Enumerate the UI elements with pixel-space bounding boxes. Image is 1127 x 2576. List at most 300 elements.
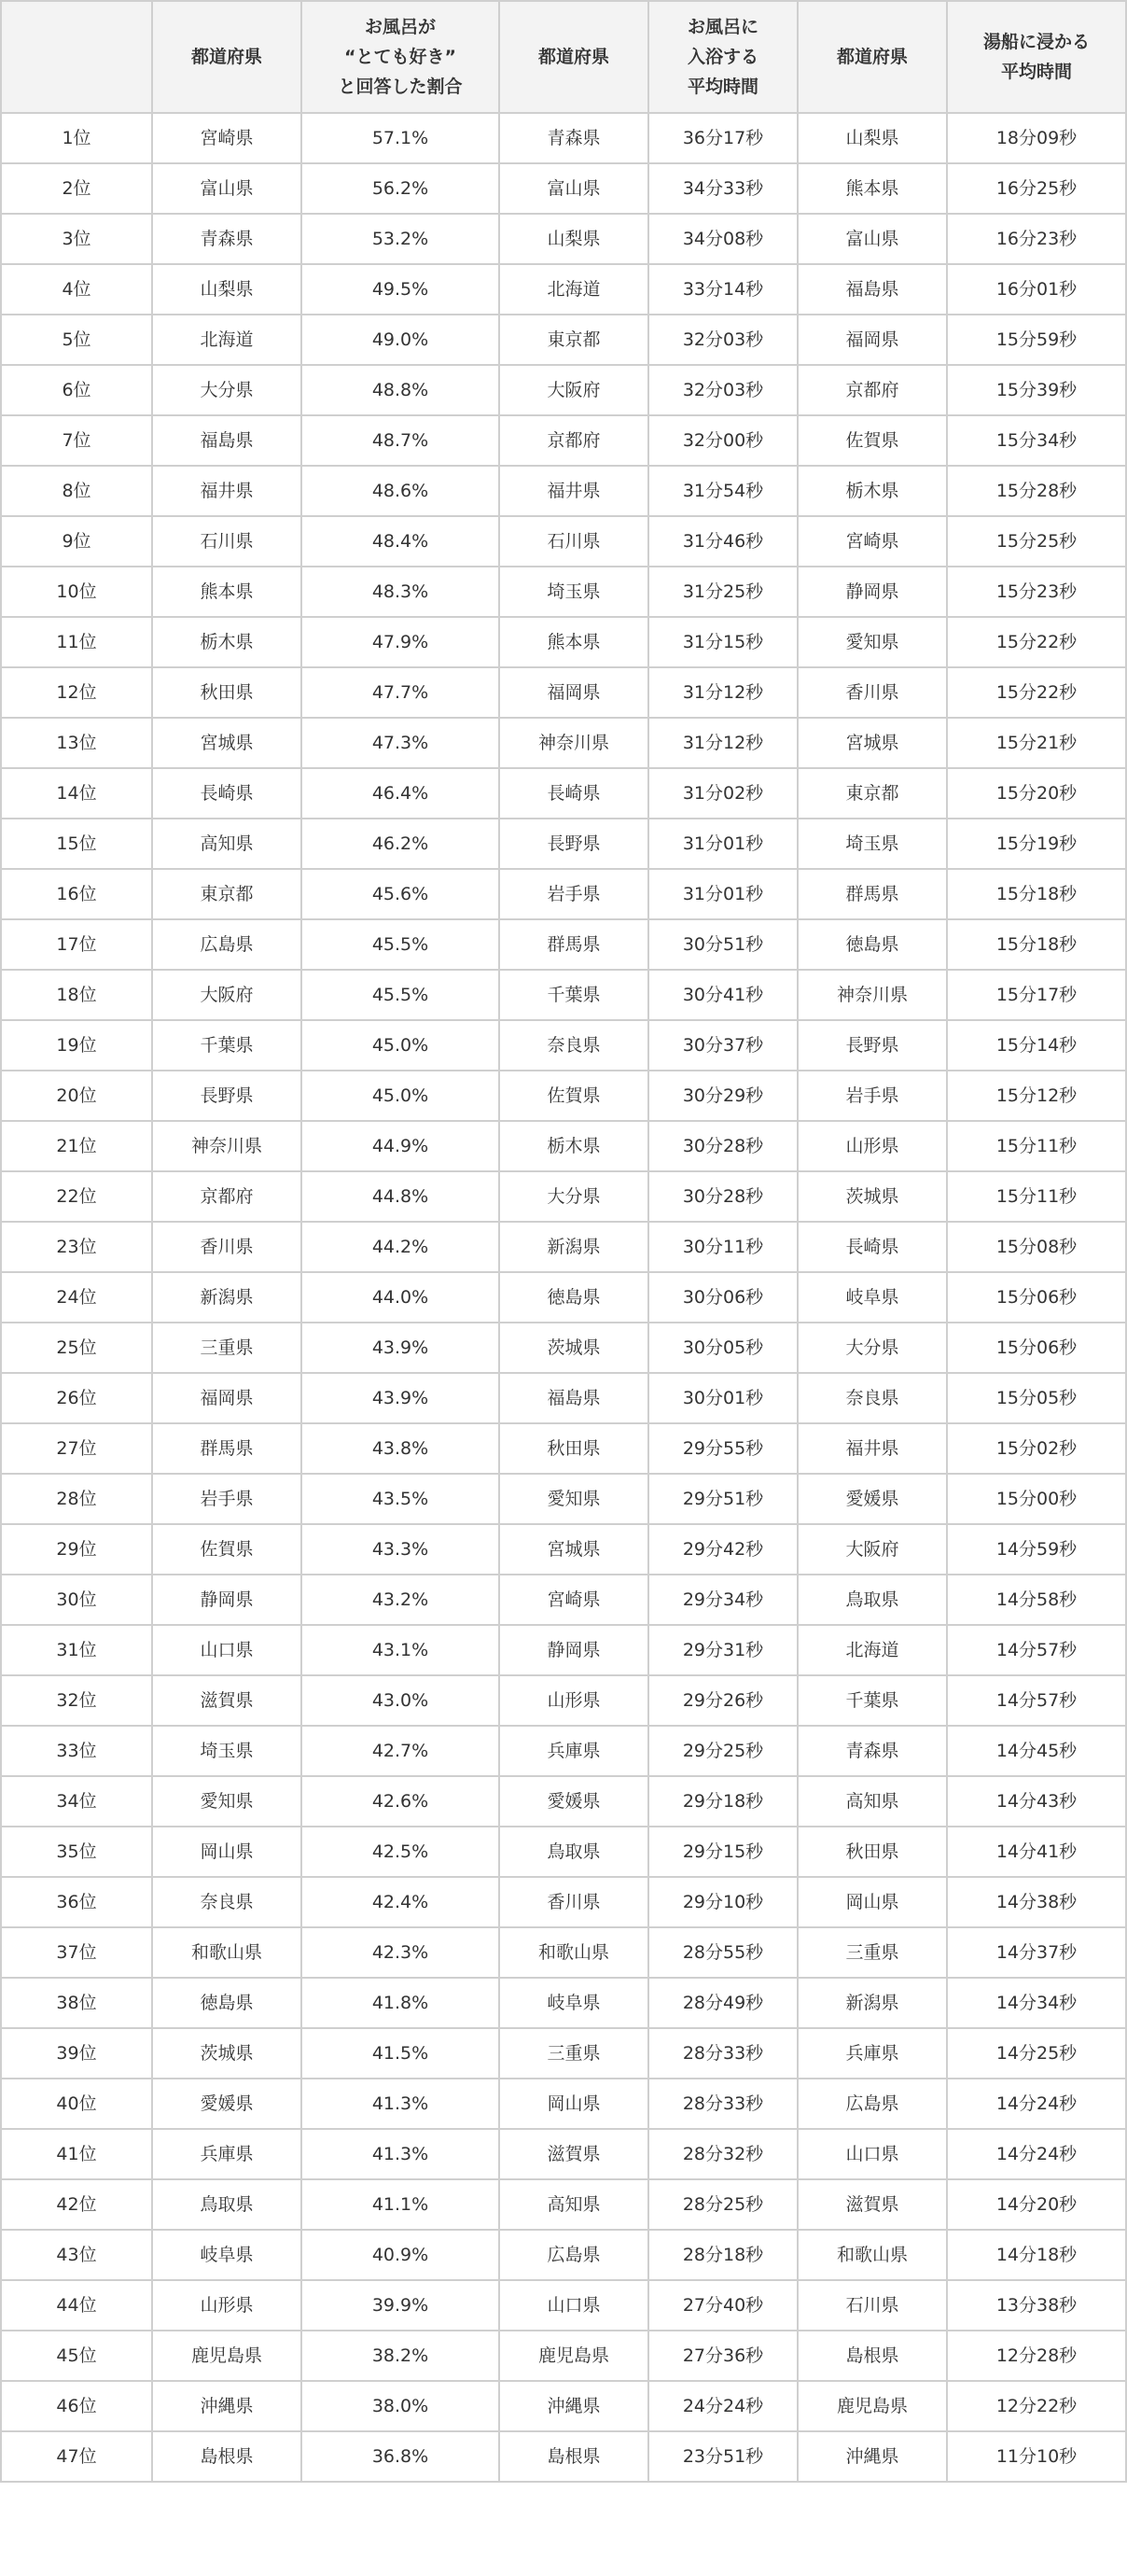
prefecture-cell: 神奈川県 — [798, 970, 947, 1020]
prefecture-cell: 大阪府 — [798, 1524, 947, 1575]
rank-cell: 29位 — [1, 1524, 152, 1575]
prefecture-cell: 千葉県 — [152, 1020, 301, 1071]
table-row — [1, 567, 1126, 617]
prefecture-cell: 福岡県 — [152, 1373, 301, 1423]
prefecture-cell: 北海道 — [499, 264, 648, 315]
table-row — [1, 415, 1126, 466]
prefecture-cell: 東京都 — [499, 315, 648, 365]
bath-love-ratio-header — [301, 1, 499, 113]
bath-time-cell: 27分36秒 — [648, 2331, 798, 2381]
rank-cell: 11位 — [1, 617, 152, 667]
prefecture-cell: 佐賀県 — [798, 415, 947, 466]
bath-time-cell: 29分25秒 — [648, 1726, 798, 1776]
prefecture-cell: 東京都 — [152, 869, 301, 919]
rank-cell: 39位 — [1, 2028, 152, 2079]
prefecture-cell: 大阪府 — [499, 365, 648, 415]
rank-cell: 18位 — [1, 970, 152, 1020]
prefecture-cell: 岡山県 — [152, 1827, 301, 1877]
ratio-cell: 43.1% — [301, 1625, 499, 1675]
bath-time-cell: 30分01秒 — [648, 1373, 798, 1423]
rank-cell: 42位 — [1, 2179, 152, 2230]
table-row — [1, 1423, 1126, 1474]
soak-time-cell: 15分11秒 — [947, 1121, 1126, 1171]
rank-cell: 10位 — [1, 567, 152, 617]
prefecture-cell: 神奈川県 — [152, 1121, 301, 1171]
rank-cell: 27位 — [1, 1423, 152, 1474]
prefecture-cell: 鹿児島県 — [499, 2331, 648, 2381]
table-row — [1, 970, 1126, 1020]
bath-time-cell: 29分26秒 — [648, 1675, 798, 1726]
rank-header — [1, 1, 152, 113]
rank-cell: 46位 — [1, 2381, 152, 2431]
table-row — [1, 869, 1126, 919]
table-row — [1, 2431, 1126, 2482]
bath-time-cell: 30分28秒 — [648, 1171, 798, 1222]
rank-cell: 36位 — [1, 1877, 152, 1927]
table-row — [1, 819, 1126, 869]
bath-time-cell: 31分01秒 — [648, 869, 798, 919]
table-header — [1, 1, 1126, 113]
soak-time-cell: 15分22秒 — [947, 667, 1126, 718]
header-line: 平均時間 — [687, 77, 758, 97]
prefecture-cell: 秋田県 — [499, 1423, 648, 1474]
table-row — [1, 919, 1126, 970]
prefecture-cell: 高知県 — [798, 1776, 947, 1827]
table-row — [1, 2079, 1126, 2129]
prefecture-cell: 茨城県 — [152, 2028, 301, 2079]
prefecture-cell: 京都府 — [499, 415, 648, 466]
prefecture-cell: 熊本県 — [798, 163, 947, 214]
table-row — [1, 516, 1126, 567]
prefecture-cell: 兵庫県 — [798, 2028, 947, 2079]
prefecture-cell: 京都府 — [798, 365, 947, 415]
rank-cell: 5位 — [1, 315, 152, 365]
table-row — [1, 617, 1126, 667]
soak-time-cell: 12分22秒 — [947, 2381, 1126, 2431]
prefecture-cell: 石川県 — [152, 516, 301, 567]
ratio-cell: 41.3% — [301, 2129, 499, 2179]
ratio-cell: 41.5% — [301, 2028, 499, 2079]
rank-cell: 44位 — [1, 2280, 152, 2331]
table-row — [1, 1373, 1126, 1423]
table-row — [1, 2381, 1126, 2431]
prefecture-cell: 島根県 — [798, 2331, 947, 2381]
bath-time-cell: 34分33秒 — [648, 163, 798, 214]
prefecture-cell: 栃木県 — [798, 466, 947, 516]
soak-time-cell: 16分01秒 — [947, 264, 1126, 315]
rank-cell: 38位 — [1, 1978, 152, 2028]
prefecture-cell: 奈良県 — [798, 1373, 947, 1423]
bath-time-cell: 29分51秒 — [648, 1474, 798, 1524]
prefecture-cell: 徳島県 — [798, 919, 947, 970]
ratio-cell: 44.9% — [301, 1121, 499, 1171]
soak-time-cell: 14分59秒 — [947, 1524, 1126, 1575]
prefecture-cell: 熊本県 — [152, 567, 301, 617]
soak-time-cell: 14分41秒 — [947, 1827, 1126, 1877]
prefecture-cell: 岡山県 — [499, 2079, 648, 2129]
prefecture-cell: 千葉県 — [798, 1675, 947, 1726]
prefecture-cell: 秋田県 — [152, 667, 301, 718]
prefecture-cell: 三重県 — [152, 1323, 301, 1373]
prefecture-cell: 鳥取県 — [152, 2179, 301, 2230]
prefecture-cell: 富山県 — [499, 163, 648, 214]
soak-time-cell: 15分06秒 — [947, 1323, 1126, 1373]
prefecture-cell: 石川県 — [798, 2280, 947, 2331]
prefecture-cell: 愛媛県 — [798, 1474, 947, 1524]
prefecture-cell: 富山県 — [798, 214, 947, 264]
soak-time-cell: 15分14秒 — [947, 1020, 1126, 1071]
ratio-cell: 45.5% — [301, 919, 499, 970]
prefecture-cell: 栃木県 — [152, 617, 301, 667]
prefecture-cell: 新潟県 — [798, 1978, 947, 2028]
header-line: 都道府県 — [836, 47, 908, 67]
table-row — [1, 1171, 1126, 1222]
table-row — [1, 2230, 1126, 2280]
rank-cell: 30位 — [1, 1575, 152, 1625]
soak-time-cell: 11分10秒 — [947, 2431, 1126, 2482]
bath-time-cell: 32分00秒 — [648, 415, 798, 466]
rank-cell: 13位 — [1, 718, 152, 768]
soak-time-cell: 15分17秒 — [947, 970, 1126, 1020]
ratio-cell: 42.5% — [301, 1827, 499, 1877]
rank-cell: 12位 — [1, 667, 152, 718]
soak-time-cell: 14分58秒 — [947, 1575, 1126, 1625]
soak-time-cell: 14分37秒 — [947, 1927, 1126, 1978]
ratio-cell: 41.8% — [301, 1978, 499, 2028]
rank-cell: 23位 — [1, 1222, 152, 1272]
rank-cell: 45位 — [1, 2331, 152, 2381]
rank-cell: 16位 — [1, 869, 152, 919]
soak-time-header — [947, 1, 1126, 113]
soak-time-cell: 15分00秒 — [947, 1474, 1126, 1524]
prefecture-cell: 北海道 — [798, 1625, 947, 1675]
prefecture-cell: 長崎県 — [499, 768, 648, 819]
prefecture-cell: 愛知県 — [798, 617, 947, 667]
header-line: 湯船に浸かる — [982, 32, 1090, 52]
ratio-cell: 56.2% — [301, 163, 499, 214]
soak-time-cell: 15分11秒 — [947, 1171, 1126, 1222]
rank-cell: 8位 — [1, 466, 152, 516]
prefecture-cell: 岩手県 — [499, 869, 648, 919]
table-row — [1, 2331, 1126, 2381]
prefecture-cell: 鹿児島県 — [798, 2381, 947, 2431]
bath-time-cell: 30分41秒 — [648, 970, 798, 1020]
bath-time-cell: 29分42秒 — [648, 1524, 798, 1575]
bath-time-cell: 32分03秒 — [648, 365, 798, 415]
header-line: と回答した割合 — [338, 77, 463, 97]
rank-cell: 20位 — [1, 1071, 152, 1121]
prefecture-cell: 福島県 — [499, 1373, 648, 1423]
rank-cell: 17位 — [1, 919, 152, 970]
rank-cell: 25位 — [1, 1323, 152, 1373]
bath-time-cell: 29分31秒 — [648, 1625, 798, 1675]
ratio-cell: 45.6% — [301, 869, 499, 919]
rank-cell: 31位 — [1, 1625, 152, 1675]
ratio-cell: 48.3% — [301, 567, 499, 617]
soak-time-cell: 14分34秒 — [947, 1978, 1126, 2028]
ratio-cell: 49.0% — [301, 315, 499, 365]
prefecture-cell: 佐賀県 — [152, 1524, 301, 1575]
table-row — [1, 163, 1126, 214]
prefecture-cell: 鹿児島県 — [152, 2331, 301, 2381]
prefecture-cell: 徳島県 — [152, 1978, 301, 2028]
bath-time-cell: 31分02秒 — [648, 768, 798, 819]
prefecture-cell: 奈良県 — [499, 1020, 648, 1071]
prefecture-cell: 香川県 — [499, 1877, 648, 1927]
soak-time-cell: 14分18秒 — [947, 2230, 1126, 2280]
prefecture-cell: 和歌山県 — [499, 1927, 648, 1978]
soak-time-cell: 15分18秒 — [947, 869, 1126, 919]
prefecture-cell: 広島県 — [798, 2079, 947, 2129]
table-row — [1, 1524, 1126, 1575]
ratio-cell: 44.0% — [301, 1272, 499, 1323]
prefecture-cell: 静岡県 — [798, 567, 947, 617]
prefecture-cell: 埼玉県 — [798, 819, 947, 869]
table-row — [1, 1575, 1126, 1625]
bath-time-cell: 31分12秒 — [648, 667, 798, 718]
bath-time-cell: 23分51秒 — [648, 2431, 798, 2482]
table-row — [1, 1675, 1126, 1726]
bath-time-cell: 31分46秒 — [648, 516, 798, 567]
prefecture-cell: 長崎県 — [152, 768, 301, 819]
prefecture-cell: 宮城県 — [152, 718, 301, 768]
soak-time-cell: 15分19秒 — [947, 819, 1126, 869]
soak-time-cell: 14分24秒 — [947, 2129, 1126, 2179]
table-row — [1, 2028, 1126, 2079]
rank-cell: 35位 — [1, 1827, 152, 1877]
bath-time-cell: 32分03秒 — [648, 315, 798, 365]
prefecture-cell: 沖縄県 — [152, 2381, 301, 2431]
prefecture-header-1 — [152, 1, 301, 113]
prefecture-cell: 鳥取県 — [499, 1827, 648, 1877]
prefecture-cell: 北海道 — [152, 315, 301, 365]
prefecture-cell: 熊本県 — [499, 617, 648, 667]
prefecture-cell: 和歌山県 — [798, 2230, 947, 2280]
prefecture-cell: 山口県 — [798, 2129, 947, 2179]
prefecture-cell: 岩手県 — [152, 1474, 301, 1524]
prefecture-cell: 三重県 — [798, 1927, 947, 1978]
prefecture-cell: 青森県 — [499, 113, 648, 163]
prefecture-cell: 徳島県 — [499, 1272, 648, 1323]
header-row — [1, 1, 1126, 113]
prefecture-cell: 山梨県 — [798, 113, 947, 163]
bath-time-cell: 30分37秒 — [648, 1020, 798, 1071]
table-row — [1, 113, 1126, 163]
rank-cell: 34位 — [1, 1776, 152, 1827]
prefecture-cell: 長野県 — [798, 1020, 947, 1071]
ratio-cell: 46.2% — [301, 819, 499, 869]
rank-cell: 19位 — [1, 1020, 152, 1071]
soak-time-cell: 16分25秒 — [947, 163, 1126, 214]
ratio-cell: 41.1% — [301, 2179, 499, 2230]
ratio-cell: 48.7% — [301, 415, 499, 466]
table-row — [1, 2129, 1126, 2179]
prefecture-cell: 愛知県 — [499, 1474, 648, 1524]
rank-cell: 43位 — [1, 2230, 152, 2280]
prefecture-cell: 群馬県 — [798, 869, 947, 919]
table-row — [1, 1927, 1126, 1978]
table-row — [1, 1272, 1126, 1323]
prefecture-cell: 群馬県 — [152, 1423, 301, 1474]
ratio-cell: 57.1% — [301, 113, 499, 163]
soak-time-cell: 14分25秒 — [947, 2028, 1126, 2079]
prefecture-cell: 山形県 — [152, 2280, 301, 2331]
table-row — [1, 1726, 1126, 1776]
soak-time-cell: 14分38秒 — [947, 1877, 1126, 1927]
bath-time-cell: 28分18秒 — [648, 2230, 798, 2280]
prefecture-cell: 香川県 — [152, 1222, 301, 1272]
prefecture-cell: 秋田県 — [798, 1827, 947, 1877]
rank-cell: 28位 — [1, 1474, 152, 1524]
bath-time-cell: 27分40秒 — [648, 2280, 798, 2331]
soak-time-cell: 15分39秒 — [947, 365, 1126, 415]
soak-time-cell: 14分20秒 — [947, 2179, 1126, 2230]
prefecture-cell: 大分県 — [152, 365, 301, 415]
bath-time-header — [648, 1, 798, 113]
ratio-cell: 46.4% — [301, 768, 499, 819]
header-line: 入浴する — [687, 47, 758, 67]
bath-time-cell: 30分28秒 — [648, 1121, 798, 1171]
bath-time-cell: 29分18秒 — [648, 1776, 798, 1827]
prefecture-cell: 長野県 — [499, 819, 648, 869]
bath-time-cell: 30分06秒 — [648, 1272, 798, 1323]
prefecture-cell: 広島県 — [499, 2230, 648, 2280]
bath-time-cell: 31分01秒 — [648, 819, 798, 869]
bath-time-cell: 29分10秒 — [648, 1877, 798, 1927]
prefecture-cell: 宮城県 — [499, 1524, 648, 1575]
ratio-cell: 42.4% — [301, 1877, 499, 1927]
prefecture-cell: 岡山県 — [798, 1877, 947, 1927]
table-row — [1, 1978, 1126, 2028]
soak-time-cell: 15分12秒 — [947, 1071, 1126, 1121]
soak-time-cell: 15分05秒 — [947, 1373, 1126, 1423]
prefecture-cell: 富山県 — [152, 163, 301, 214]
prefecture-cell: 京都府 — [152, 1171, 301, 1222]
ratio-cell: 48.8% — [301, 365, 499, 415]
soak-time-cell: 15分06秒 — [947, 1272, 1126, 1323]
prefecture-cell: 滋賀県 — [152, 1675, 301, 1726]
bath-time-cell: 29分55秒 — [648, 1423, 798, 1474]
bath-time-cell: 28分55秒 — [648, 1927, 798, 1978]
ratio-cell: 45.0% — [301, 1071, 499, 1121]
prefecture-cell: 山形県 — [499, 1675, 648, 1726]
ratio-cell: 43.3% — [301, 1524, 499, 1575]
soak-time-cell: 12分28秒 — [947, 2331, 1126, 2381]
ratio-cell: 40.9% — [301, 2230, 499, 2280]
prefecture-cell: 神奈川県 — [499, 718, 648, 768]
table-row — [1, 1020, 1126, 1071]
prefecture-cell: 岐阜県 — [152, 2230, 301, 2280]
soak-time-cell: 13分38秒 — [947, 2280, 1126, 2331]
ratio-cell: 45.0% — [301, 1020, 499, 1071]
prefecture-cell: 大阪府 — [152, 970, 301, 1020]
prefecture-cell: 愛知県 — [152, 1776, 301, 1827]
rank-cell: 37位 — [1, 1927, 152, 1978]
prefecture-cell: 鳥取県 — [798, 1575, 947, 1625]
prefecture-cell: 島根県 — [152, 2431, 301, 2482]
prefecture-header-3 — [798, 1, 947, 113]
prefecture-cell: 沖縄県 — [798, 2431, 947, 2482]
soak-time-cell: 14分57秒 — [947, 1625, 1126, 1675]
table-body — [1, 113, 1126, 2482]
prefecture-cell: 広島県 — [152, 919, 301, 970]
bath-time-cell: 31分54秒 — [648, 466, 798, 516]
ratio-cell: 47.3% — [301, 718, 499, 768]
rank-cell: 24位 — [1, 1272, 152, 1323]
prefecture-cell: 高知県 — [152, 819, 301, 869]
bath-time-cell: 36分17秒 — [648, 113, 798, 163]
prefecture-cell: 栃木県 — [499, 1121, 648, 1171]
prefecture-cell: 静岡県 — [499, 1625, 648, 1675]
rank-cell: 6位 — [1, 365, 152, 415]
prefecture-cell: 福井県 — [499, 466, 648, 516]
prefecture-cell: 千葉県 — [499, 970, 648, 1020]
table-row — [1, 214, 1126, 264]
prefecture-cell: 山形県 — [798, 1121, 947, 1171]
header-line: “とても好き” — [344, 47, 456, 67]
ratio-cell: 43.0% — [301, 1675, 499, 1726]
bath-time-cell: 31分25秒 — [648, 567, 798, 617]
header-line: 都道府県 — [537, 47, 609, 67]
table-row — [1, 1121, 1126, 1171]
prefecture-cell: 高知県 — [499, 2179, 648, 2230]
rank-cell: 1位 — [1, 113, 152, 163]
table-row — [1, 718, 1126, 768]
bath-time-cell: 28分32秒 — [648, 2129, 798, 2179]
soak-time-cell: 15分22秒 — [947, 617, 1126, 667]
ratio-cell: 48.6% — [301, 466, 499, 516]
prefecture-cell: 岩手県 — [798, 1071, 947, 1121]
table-row — [1, 1827, 1126, 1877]
ratio-cell: 42.7% — [301, 1726, 499, 1776]
ratio-cell: 43.5% — [301, 1474, 499, 1524]
bath-time-cell: 28分33秒 — [648, 2079, 798, 2129]
soak-time-cell: 15分02秒 — [947, 1423, 1126, 1474]
rank-cell: 22位 — [1, 1171, 152, 1222]
rank-cell: 14位 — [1, 768, 152, 819]
prefecture-cell: 大分県 — [798, 1323, 947, 1373]
table-row — [1, 315, 1126, 365]
ratio-cell: 43.8% — [301, 1423, 499, 1474]
prefecture-cell: 山口県 — [152, 1625, 301, 1675]
prefecture-cell: 愛媛県 — [152, 2079, 301, 2129]
prefecture-cell: 石川県 — [499, 516, 648, 567]
soak-time-cell: 15分23秒 — [947, 567, 1126, 617]
prefecture-cell: 佐賀県 — [499, 1071, 648, 1121]
rank-cell: 21位 — [1, 1121, 152, 1171]
rank-cell: 2位 — [1, 163, 152, 214]
prefecture-cell: 長野県 — [152, 1071, 301, 1121]
ratio-cell: 47.7% — [301, 667, 499, 718]
bath-time-cell: 29分15秒 — [648, 1827, 798, 1877]
prefecture-cell: 三重県 — [499, 2028, 648, 2079]
prefecture-cell: 宮崎県 — [152, 113, 301, 163]
prefecture-cell: 山口県 — [499, 2280, 648, 2331]
prefecture-cell: 宮崎県 — [798, 516, 947, 567]
prefecture-cell: 山梨県 — [499, 214, 648, 264]
prefecture-cell: 青森県 — [798, 1726, 947, 1776]
ratio-cell: 48.4% — [301, 516, 499, 567]
table-row — [1, 1474, 1126, 1524]
header-line: 都道府県 — [190, 47, 262, 67]
soak-time-cell: 15分28秒 — [947, 466, 1126, 516]
ratio-cell: 43.2% — [301, 1575, 499, 1625]
prefecture-cell: 茨城県 — [499, 1323, 648, 1373]
prefecture-cell: 静岡県 — [152, 1575, 301, 1625]
bath-time-cell: 33分14秒 — [648, 264, 798, 315]
table-row — [1, 1877, 1126, 1927]
ratio-cell: 53.2% — [301, 214, 499, 264]
